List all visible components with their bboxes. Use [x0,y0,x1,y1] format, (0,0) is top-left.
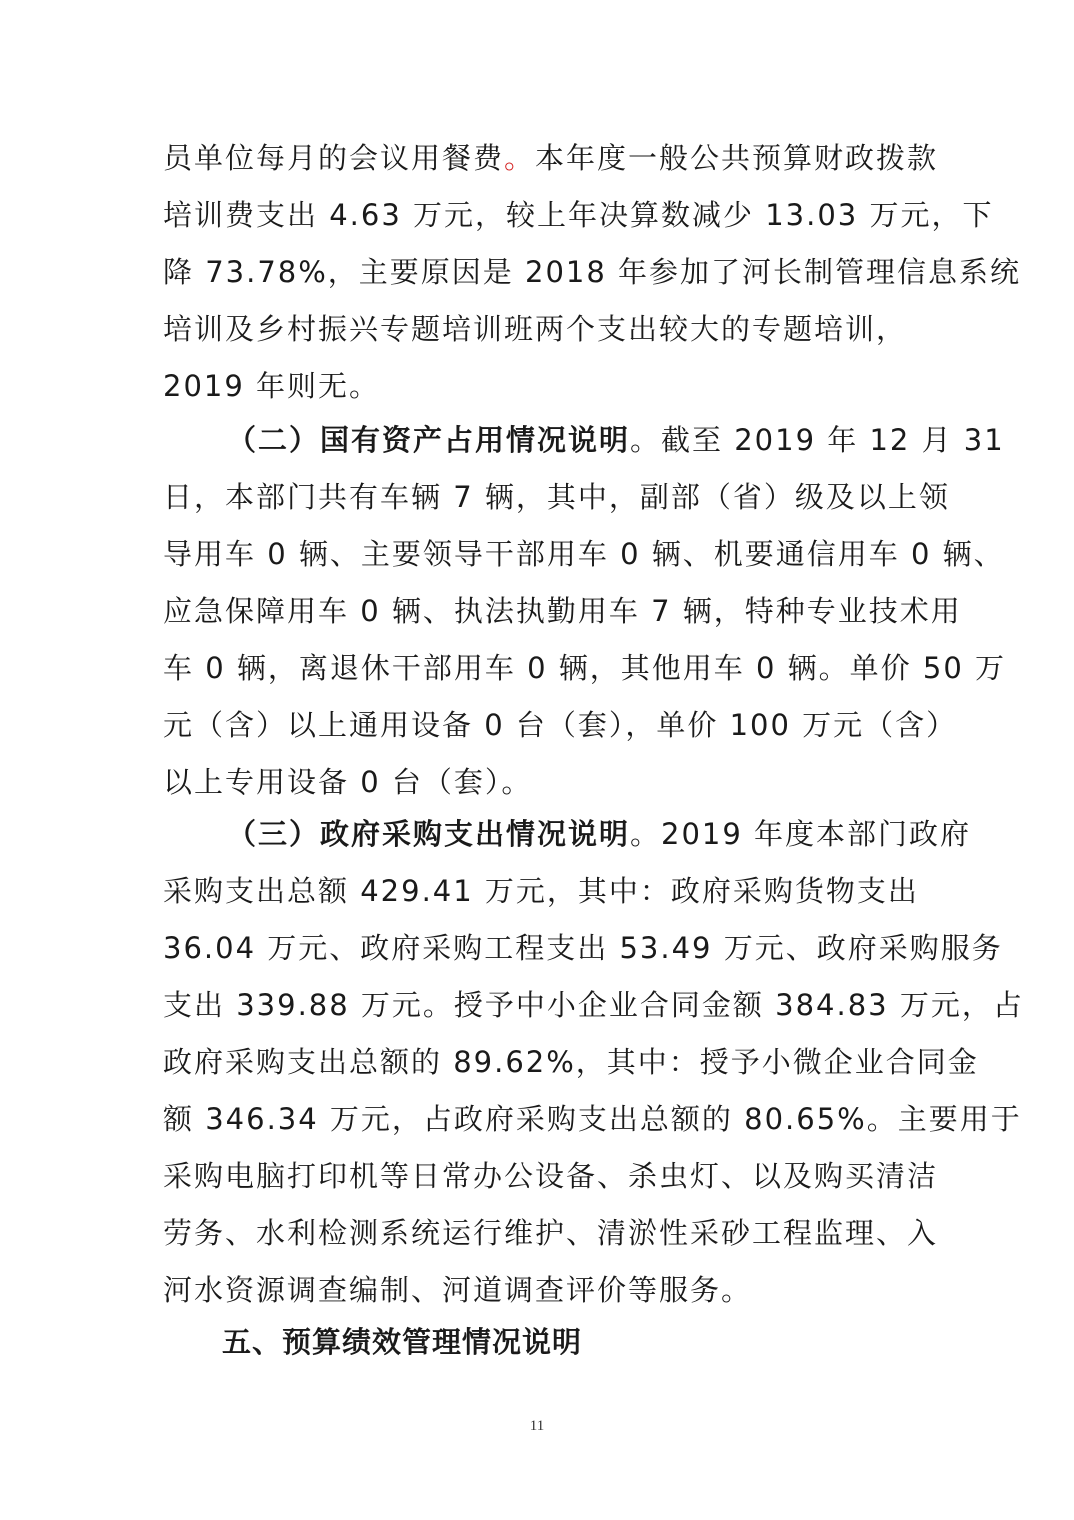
text-line: 额 346.34 万元，占政府采购支出总额的 80.65%。主要用于 [163,1102,1022,1136]
text-line-end: 。截至 2019 年 12 月 31 [630,423,1005,457]
text-line: 元（含）以上通用设备 0 台（套），单价 100 万元（含） [163,708,958,742]
text-line: 降 73.78%，主要原因是 2018 年参加了河长制管理信息系统 [163,255,1022,289]
text-line: 2019 年则无。 [163,369,381,403]
text-line [227,814,972,854]
text-line: 以上专用设备 0 台（套）。 [163,765,533,799]
section-heading-performance: 五、预算绩效管理情况说明 [222,1325,583,1359]
subsection-heading-assets: （二）国有资产占用情况说明 [227,423,631,457]
page-number: 11 [529,1418,545,1434]
text-line-part [163,138,938,178]
text-line: 河水资源调查编制、河道调查评价等服务。 [163,1273,753,1307]
text-line: 导用车 0 辆、主要领导干部用车 0 辆、机要通信用车 0 辆、 [163,537,1005,571]
text-line: 采购电脑打印机等日常办公设备、杀虫灯、以及购买清洁 [163,1159,939,1193]
text-line: 劳务、水利检测系统运行维护、清淤性采砂工程监理、入 [163,1216,939,1250]
text-line-start: 员单位每月的会议用餐费 [163,141,505,175]
text-line: 36.04 万元、政府采购工程支出 53.49 万元、政府采购服务 [163,931,1003,965]
text-line: 采购支出总额 429.41 万元，其中：政府采购货物支出 [163,874,919,908]
text-line [163,138,939,178]
highlighted-period: 。 [504,141,536,175]
text-line: 培训费支出 4.63 万元，较上年决算数减少 13.03 万元，下 [163,198,994,232]
text-line-end: 本年度一般公共预算财政拨款 [535,141,939,175]
text-line-end: 。2019 年度本部门政府 [630,817,972,851]
text-line: 日，本部门共有车辆 7 辆，其中，副部（省）级及以上领 [163,480,950,514]
text-line: 支出 339.88 万元。授予中小企业合同金额 384.83 万元，占 [163,988,1024,1022]
text-line: 应急保障用车 0 辆、执法执勤用车 7 辆，特种专业技术用 [163,594,962,628]
text-line [227,420,1005,460]
text-line: 政府采购支出总额的 89.62%，其中：授予小微企业合同金 [163,1045,979,1079]
text-line: 车 0 辆，离退休干部用车 0 辆，其他用车 0 辆。单价 50 万 [163,651,1007,685]
text-line: 培训及乡村振兴专题培训班两个支出较大的专题培训， [163,312,908,346]
subsection-heading-procurement: （三）政府采购支出情况说明 [227,817,631,851]
